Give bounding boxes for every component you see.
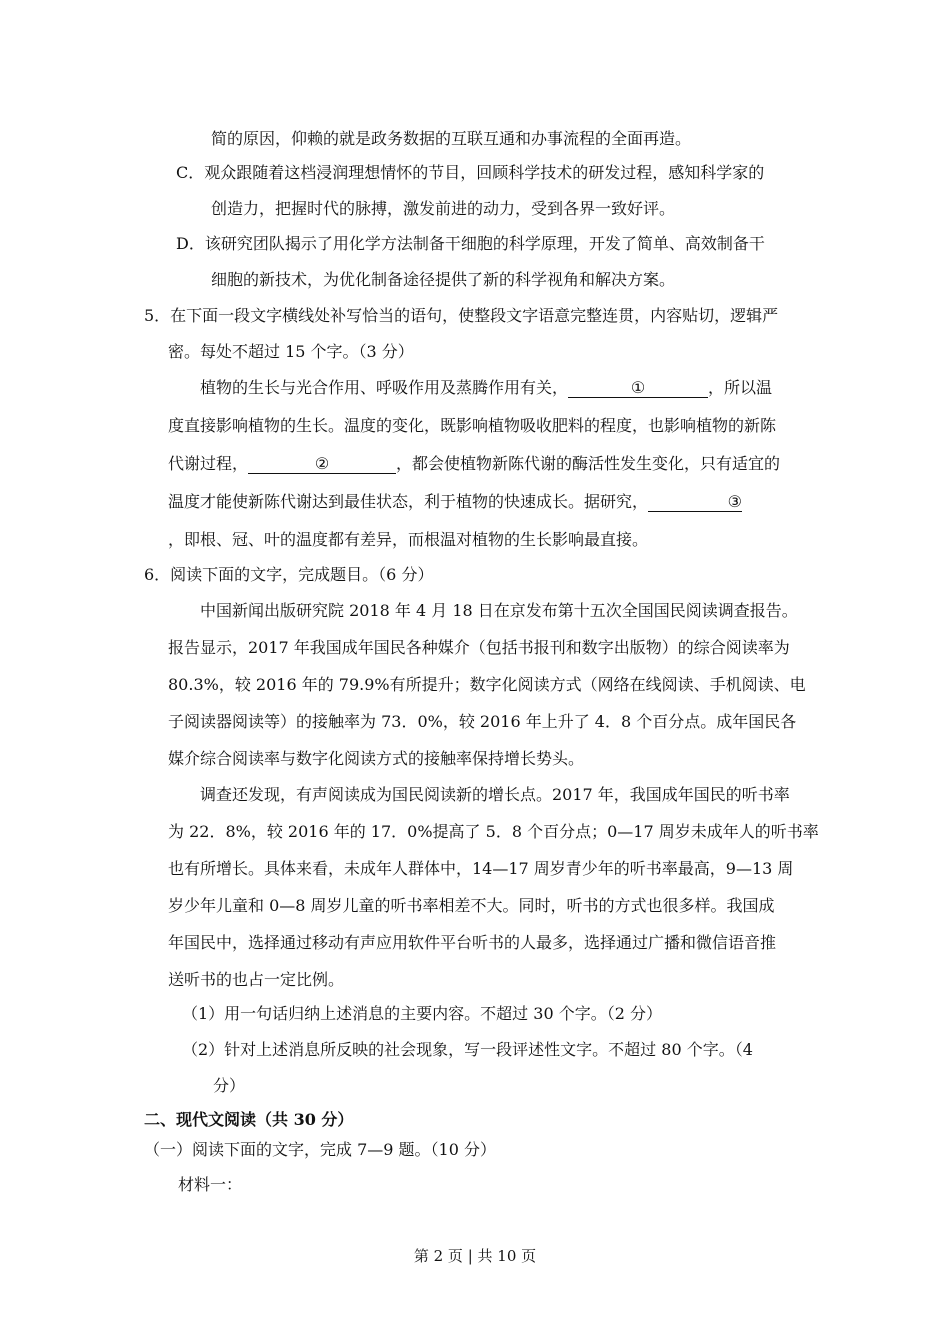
q5-stem-line2: 密。每处不超过 15 个字。（3 分） xyxy=(168,342,414,361)
q6-para2-line: 为 22．8%，较 2016 年的 17．0%提高了 5．8 个百分点；0—17 周岁未成年人的听书率 xyxy=(168,822,819,841)
q5-text: 植物的生长与光合作用、呼吸作用及蒸腾作用有关， xyxy=(200,378,569,397)
option-b-continuation: 简的原因，仰赖的就是政务数据的互联互通和办事流程的全面再造。 xyxy=(211,129,692,148)
option-d-line2: 细胞的新技术，为优化制备途径提供了新的科学视角和解决方案。 xyxy=(211,270,676,289)
part-one-instruction: （一）阅读下面的文字，完成 7—9 题。（10 分） xyxy=(144,1140,496,1159)
q6-subquestion-1: （1）用一句话归纳上述消息的主要内容。不超过 30 个字。（2 分） xyxy=(182,1004,662,1023)
q6-subquestion-2: （2）针对上述消息所反映的社会现象，写一段评述性文字。不超过 80 个字。（4 xyxy=(182,1040,753,1059)
q6-para1-line: 报告显示，2017 年我国成年国民各种媒介（包括书报刊和数字出版物）的综合阅读率为 xyxy=(168,638,790,657)
q6-stem: 6．阅读下面的文字，完成题目。（6 分） xyxy=(144,565,434,584)
q5-passage-line5: ，即根、冠、叶的温度都有差异，而根温对植物的生长影响最直接。 xyxy=(168,530,649,549)
q5-text: 代谢过程， xyxy=(168,454,249,473)
option-d-line1: D．该研究团队揭示了用化学方法制备干细胞的科学原理，开发了简单、高效制备干 xyxy=(176,234,765,253)
q6-para2-line: 也有所增长。具体来看，未成年人群体中，14—17 周岁青少年的听书率最高，9—13 周 xyxy=(168,859,794,878)
q5-passage-line2: 度直接影响植物的生长。温度的变化，既影响植物吸收肥料的程度，也影响植物的新陈 xyxy=(168,416,777,435)
q6-para1-line: 子阅读器阅读等）的接触率为 73．0%，较 2016 年上升了 4．8 个百分点。成年国民各 xyxy=(168,712,797,731)
fill-blank-2[interactable]: ② xyxy=(248,455,396,474)
q5-passage-line1 xyxy=(200,378,772,398)
q5-text: 温度才能使新陈代谢达到最佳状态，利于植物的快速成长。据研究， xyxy=(168,492,649,511)
page-footer: 第 2 页 | 共 10 页 xyxy=(413,1247,537,1265)
q6-para2-line: 岁少年儿童和 0—8 周岁儿童的听书率相差不大。同时，听书的方式也很多样。我国成 xyxy=(168,896,775,915)
q6-subquestion-2-cont: 分） xyxy=(213,1076,246,1095)
option-c-line1: C．观众跟随着这档浸润理想情怀的节目，回顾科学技术的研发过程，感知科学家的 xyxy=(176,163,765,182)
fill-blank-3[interactable]: ③ xyxy=(648,493,742,512)
q5-passage-line3 xyxy=(168,454,780,474)
q6-para2-line: 送听书的也占一定比例。 xyxy=(168,970,345,989)
q5-text: ，都会使植物新陈代谢的酶活性发生变化，只有适宜的 xyxy=(396,454,781,473)
fill-blank-1[interactable]: ① xyxy=(568,379,708,398)
q6-para2-line: 年国民中，选择通过移动有声应用软件平台听书的人最多，选择通过广播和微信语音推 xyxy=(168,933,777,952)
material-one-label: 材料一： xyxy=(178,1175,243,1194)
option-c-line2: 创造力，把握时代的脉搏，激发前进的动力，受到各界一致好评。 xyxy=(211,199,676,218)
q5-text: ，所以温 xyxy=(708,378,773,397)
section-heading: 二、现代文阅读（共 30 分） xyxy=(144,1110,354,1129)
q6-para1-line: 80.3%，较 2016 年的 79.9%有所提升；数字化阅读方式（网络在线阅读、手机阅读、电 xyxy=(168,675,806,694)
q5-stem-line1: 5．在下面一段文字横线处补写恰当的语句，使整段文字语意完整连贯，内容贴切，逻辑严 xyxy=(144,306,779,325)
q5-passage-line4 xyxy=(168,492,742,512)
q6-para1-line: 中国新闻出版研究院 2018 年 4 月 18 日在京发布第十五次全国国民阅读调查报告。 xyxy=(200,601,798,620)
q6-para2-line: 调查还发现，有声阅读成为国民阅读新的增长点。2017 年，我国成年国民的听书率 xyxy=(200,785,790,804)
q6-para1-line: 媒介综合阅读率与数字化阅读方式的接触率保持增长势头。 xyxy=(168,749,585,768)
